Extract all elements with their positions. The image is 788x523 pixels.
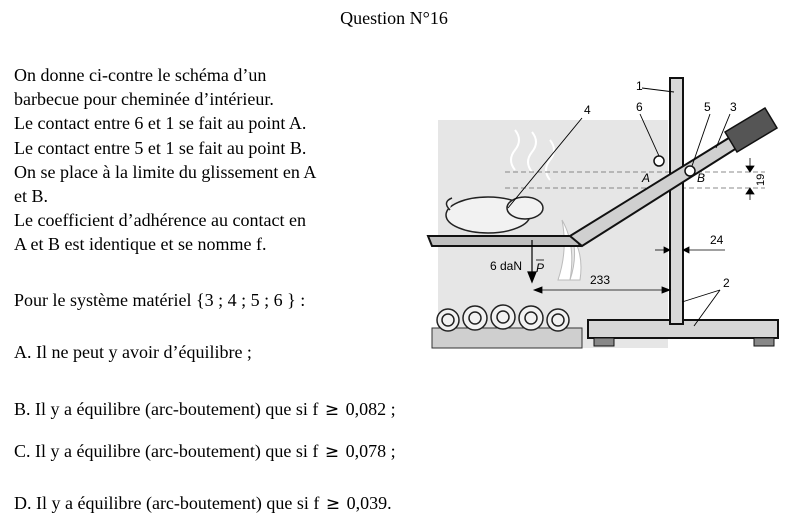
greater-equal-symbol: ≥ [324, 442, 340, 462]
statement-line: Le coefficient d’adhérence au contact en [14, 210, 306, 231]
label-part-1: 1 [636, 79, 643, 93]
label-dimension-233: 233 [590, 273, 611, 287]
label-point-a: A [642, 171, 651, 185]
contact-a [654, 156, 664, 166]
statement-line: On se place à la limite du glissement en A [14, 161, 317, 182]
label-part-4: 4 [584, 103, 591, 117]
option-d[interactable] [14, 493, 392, 514]
option-b[interactable] [14, 399, 396, 420]
greater-equal-symbol: ≥ [324, 400, 340, 420]
statement-line: Le contact entre 5 et 1 se fait au point B. [14, 137, 307, 158]
contact-b [685, 166, 695, 176]
option-a-text: A. Il ne peut y avoir d’équilibre ; [14, 342, 252, 362]
grill-plate [428, 236, 580, 246]
label-part-5: 5 [704, 100, 711, 114]
option-c-value: 0,078 ; [345, 441, 396, 461]
label-part-3: 3 [730, 100, 737, 114]
statement-line: Le contact entre 6 et 1 se fait au point A. [14, 113, 307, 134]
statement-line: barbecue pour cheminée d’intérieur. [14, 89, 274, 110]
label-dimension-24: 24 [710, 233, 724, 247]
option-c[interactable] [14, 441, 396, 462]
question-title: Question N°16 [340, 8, 448, 28]
lever-handle [725, 108, 777, 152]
label-dimension-19: 19 [755, 173, 767, 186]
statement-line: A et B est identique et se nomme f. [14, 234, 267, 255]
label-part-2: 2 [723, 276, 730, 290]
statement-line: et B. [14, 186, 48, 207]
greater-equal-symbol: ≥ [325, 494, 341, 514]
option-b-prefix: B. Il y a équilibre (arc-boutement) que si f [14, 399, 319, 419]
statement-line: On donne ci-contre le schéma d’un [14, 65, 267, 85]
option-d-prefix: D. Il y a équilibre (arc-boutement) que si f [14, 493, 320, 513]
option-b-value: 0,082 ; [345, 399, 396, 419]
system-definition: Pour le système matériel {3 ; 4 ; 5 ; 6 } : [14, 290, 306, 310]
dimension-24 [655, 247, 725, 253]
option-c-prefix: C. Il y a équilibre (arc-boutement) que si f [14, 441, 319, 461]
label-force-magnitude: 6 daN [490, 259, 523, 273]
label-force-vector: P [536, 261, 545, 275]
dimension-19 [746, 158, 754, 200]
option-a[interactable] [14, 342, 252, 363]
question-statement [14, 63, 406, 257]
label-part-6: 6 [636, 100, 643, 114]
barbecue-diagram [420, 70, 782, 362]
vertical-rod [670, 78, 683, 324]
option-d-value: 0,039. [346, 493, 392, 513]
label-point-b: B [697, 171, 706, 185]
logs [432, 305, 582, 348]
